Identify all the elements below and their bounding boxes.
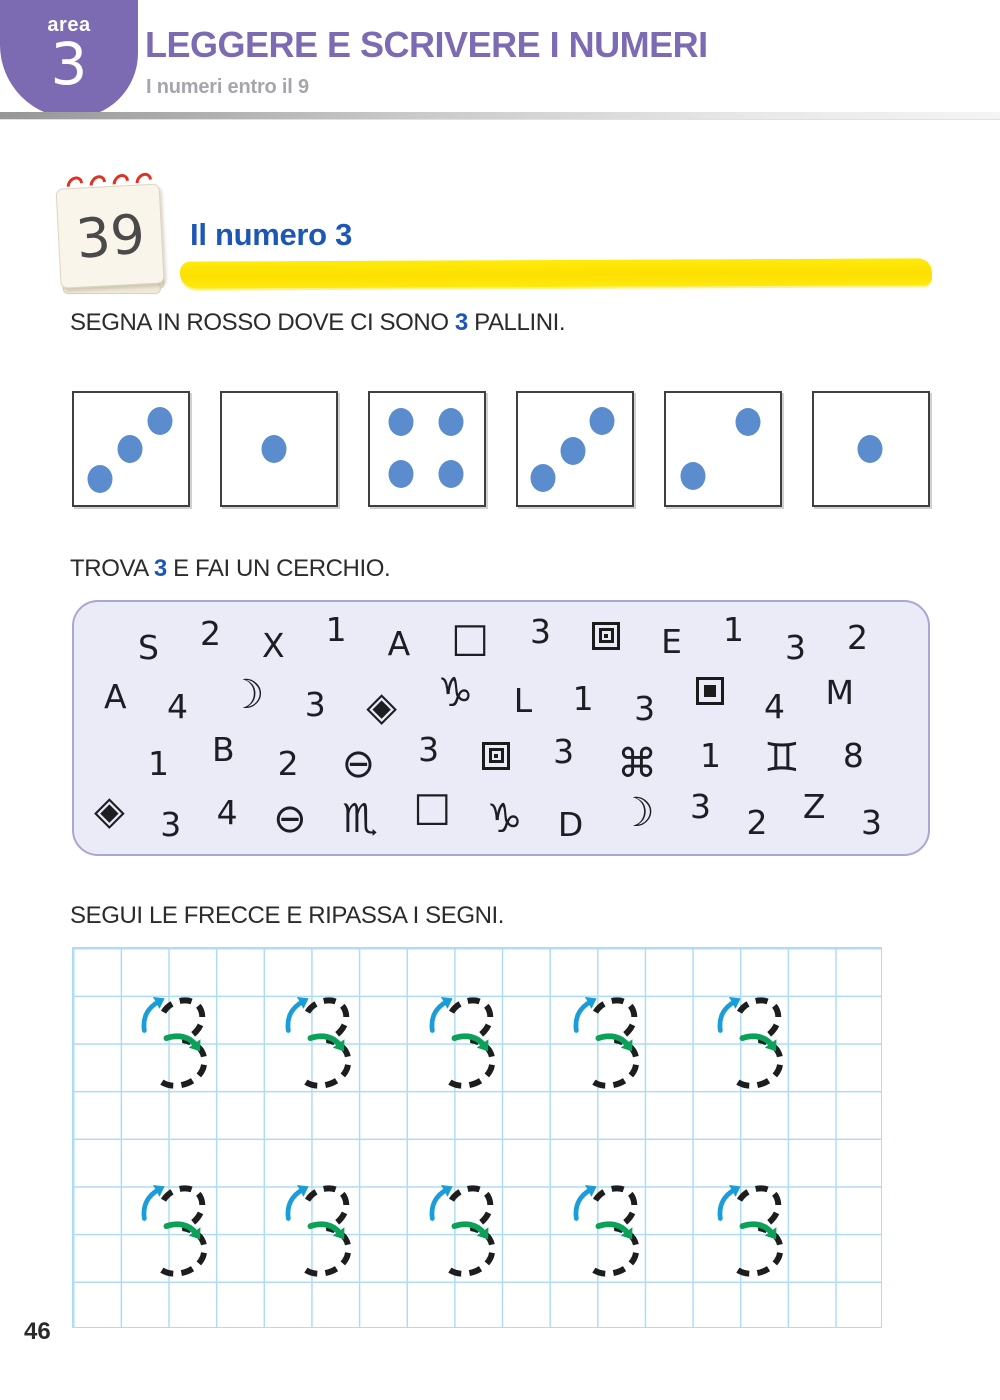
trace-digit-3[interactable] xyxy=(137,1180,217,1280)
symbol-glyph: 3 xyxy=(304,685,326,724)
header-divider xyxy=(0,112,1000,120)
inner-square xyxy=(489,748,504,763)
dice-box[interactable] xyxy=(72,391,190,507)
inner-square xyxy=(599,628,614,643)
symbol-glyph: □ xyxy=(413,783,452,830)
symbol-glyph: 1 xyxy=(722,610,744,649)
dot-icon xyxy=(388,408,413,436)
symbol-glyph: ☽ xyxy=(228,671,265,718)
trace-digit-3[interactable] xyxy=(425,1180,505,1280)
symbol-glyph: A xyxy=(387,624,411,663)
area-number: 3 xyxy=(50,30,88,98)
symbol-glyph: S xyxy=(138,628,159,667)
symbol-glyph: 2 xyxy=(746,803,768,842)
symbol-glyph: ⌘ xyxy=(617,740,658,787)
symbol-glyph: □ xyxy=(451,614,490,661)
symbol-glyph: X xyxy=(261,626,285,665)
trace-digit-3[interactable] xyxy=(281,1180,361,1280)
instruction-text: TROVA xyxy=(70,555,154,582)
symbol-glyph: A xyxy=(104,677,127,716)
symbol-search-box[interactable] xyxy=(72,600,930,856)
dice-box[interactable] xyxy=(516,391,634,507)
symbol-row xyxy=(74,731,928,785)
area-label: area xyxy=(47,14,91,36)
instruction-exercise3: SEGUI LE FRECCE E RIPASSA I SEGNI. xyxy=(70,902,505,929)
symbol-glyph: E xyxy=(661,622,682,661)
symbol-glyph: 3 xyxy=(553,732,575,771)
area-badge xyxy=(0,0,138,118)
dot-icon xyxy=(438,408,463,436)
symbol-glyph: B xyxy=(211,730,235,769)
calendar-paper xyxy=(56,183,165,288)
dice-box[interactable] xyxy=(368,391,486,507)
symbol-glyph: ◈ xyxy=(94,787,125,834)
symbol-glyph: 3 xyxy=(784,628,806,667)
symbol-glyph: 3 xyxy=(860,803,882,842)
page-number: 46 xyxy=(24,1318,51,1345)
symbol-glyph: 3 xyxy=(690,787,712,826)
symbol-glyph: M xyxy=(825,673,854,712)
symbol-glyph: 4 xyxy=(763,687,785,726)
trace-digit-3[interactable] xyxy=(713,1180,793,1280)
symbol-glyph: 3 xyxy=(530,612,552,651)
dot-icon xyxy=(681,462,706,490)
symbol-glyph: ♏ xyxy=(342,795,378,842)
trace-digit-3[interactable] xyxy=(713,992,793,1092)
calendar-icon xyxy=(55,175,169,292)
inner-dot xyxy=(494,754,498,758)
instruction-text: SEGNA IN ROSSO DOVE CI SONO xyxy=(70,309,455,336)
dot-icon xyxy=(117,435,142,463)
dot-icon xyxy=(531,464,556,492)
symbol-glyph: 1 xyxy=(325,610,347,649)
symbol-glyph: 2 xyxy=(277,744,299,783)
instruction-text: PALLINI. xyxy=(467,309,566,336)
square-in-square-icon xyxy=(482,742,510,770)
symbol-glyph: 4 xyxy=(216,793,238,832)
dot-icon xyxy=(736,408,761,436)
symbol-glyph: ⊖ xyxy=(341,740,376,787)
symbol-glyph: Z xyxy=(802,787,826,826)
instruction-text: E FAI UN CERCHIO. xyxy=(166,555,391,582)
symbol-glyph: 2 xyxy=(846,618,868,657)
dice-box[interactable] xyxy=(664,391,782,507)
lesson-number: 39 xyxy=(73,201,148,271)
dot-icon xyxy=(560,437,585,465)
yellow-highlight-bar xyxy=(180,258,932,288)
symbol-glyph: 1 xyxy=(148,744,169,783)
dot-icon xyxy=(147,407,172,435)
symbol-glyph: 3 xyxy=(634,689,656,728)
lesson-title: Il numero 3 xyxy=(190,217,353,252)
symbol-glyph: 2 xyxy=(199,614,221,653)
dice-box[interactable] xyxy=(220,391,338,507)
instruction-exercise1 xyxy=(70,309,565,337)
symbol-glyph: 8 xyxy=(842,736,864,775)
dice-box[interactable] xyxy=(812,391,930,507)
trace-digit-3[interactable] xyxy=(281,992,361,1092)
trace-digit-3[interactable] xyxy=(425,992,505,1092)
dot-icon xyxy=(590,407,615,435)
trace-digit-3[interactable] xyxy=(569,992,649,1092)
symbol-glyph: ☽ xyxy=(618,789,655,836)
symbol-glyph: 1 xyxy=(572,679,594,718)
dot-icon xyxy=(388,460,413,488)
symbol-row xyxy=(74,783,928,844)
inner-fill xyxy=(704,685,716,697)
symbol-glyph: D xyxy=(557,805,584,844)
dot-icon xyxy=(857,435,882,463)
instruction-number: 3 xyxy=(454,309,468,336)
symbol-row xyxy=(74,610,928,667)
trace-digit-3[interactable] xyxy=(569,1180,649,1280)
symbol-glyph: 3 xyxy=(418,730,440,769)
instruction-number: 3 xyxy=(153,555,167,582)
symbol-row xyxy=(74,669,928,730)
square-in-square-icon xyxy=(592,622,620,650)
symbol-glyph: L xyxy=(513,681,533,720)
symbol-glyph: 4 xyxy=(167,687,189,726)
dot-icon xyxy=(262,435,287,463)
instruction-exercise2 xyxy=(70,555,390,583)
filled-square-icon xyxy=(696,677,724,705)
writing-grid[interactable] xyxy=(72,947,882,1328)
trace-digit-3[interactable] xyxy=(137,992,217,1092)
symbol-glyph: 1 xyxy=(700,736,722,775)
symbol-glyph: ◈ xyxy=(366,683,398,730)
symbol-glyph: ♑ xyxy=(486,795,523,842)
symbol-glyph: ♑ xyxy=(437,669,474,716)
symbol-glyph: 3 xyxy=(160,805,182,844)
dot-icon xyxy=(438,460,463,488)
page-subtitle: I numeri entro il 9 xyxy=(146,76,309,98)
dice-row xyxy=(72,391,930,507)
symbol-glyph: ⊖ xyxy=(273,795,307,842)
symbol-glyph: ♊ xyxy=(764,734,800,781)
dot-icon xyxy=(88,465,113,493)
inner-dot xyxy=(604,634,608,638)
page-title: LEGGERE E SCRIVERE I NUMERI xyxy=(145,24,708,65)
